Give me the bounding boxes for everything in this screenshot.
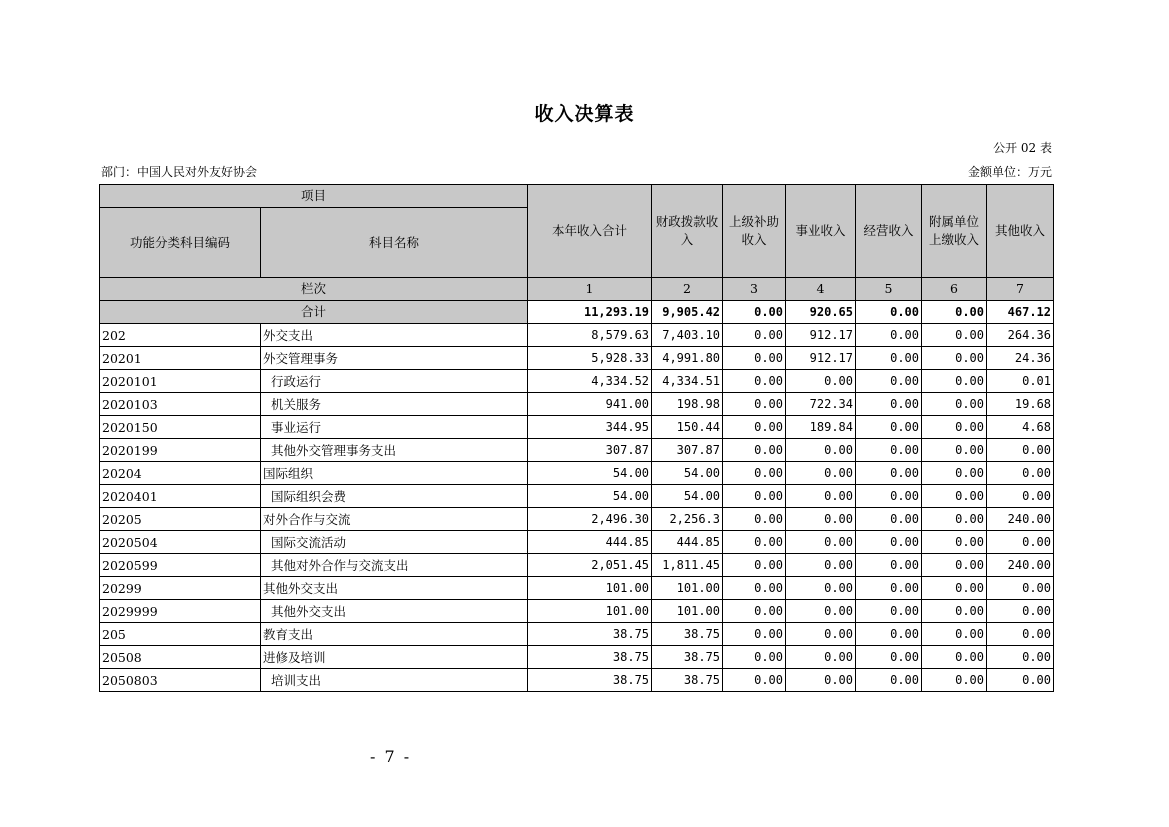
row-value: 38.75	[528, 623, 652, 646]
row-value: 54.00	[652, 462, 723, 485]
page-title: 收入决算表	[534, 103, 635, 125]
col-number: 2	[652, 278, 723, 301]
row-value: 4.68	[987, 416, 1054, 439]
row-value: 0.00	[856, 646, 922, 669]
row-value: 0.00	[723, 462, 786, 485]
row-value: 1,811.45	[652, 554, 723, 577]
header-func-code: 功能分类科目编码	[100, 208, 261, 278]
row-value: 0.00	[856, 485, 922, 508]
header-business: 事业收入	[786, 185, 856, 278]
row-value: 38.75	[652, 646, 723, 669]
row-value: 0.00	[922, 577, 987, 600]
row-value: 0.00	[856, 462, 922, 485]
row-value: 0.00	[856, 324, 922, 347]
row-value: 344.95	[528, 416, 652, 439]
row-value: 0.00	[723, 439, 786, 462]
row-code: 2020101	[100, 370, 261, 393]
row-value: 38.75	[528, 646, 652, 669]
row-value: 38.75	[528, 669, 652, 692]
row-value: 444.85	[652, 531, 723, 554]
col-number: 3	[723, 278, 786, 301]
row-value: 0.00	[987, 462, 1054, 485]
row-value: 0.00	[723, 669, 786, 692]
row-subject-name: 其他外交管理事务支出	[261, 439, 528, 462]
row-code: 2020401	[100, 485, 261, 508]
row-value: 0.00	[723, 577, 786, 600]
row-value: 0.00	[786, 439, 856, 462]
total-value: 920.65	[786, 301, 856, 324]
row-value: 0.00	[723, 324, 786, 347]
row-value: 0.00	[856, 347, 922, 370]
header-fiscal: 财政拨款收入	[652, 185, 723, 278]
row-value: 189.84	[786, 416, 856, 439]
row-value: 54.00	[528, 462, 652, 485]
row-value: 0.00	[987, 531, 1054, 554]
row-code: 20201	[100, 347, 261, 370]
row-code: 20204	[100, 462, 261, 485]
col-number: 6	[922, 278, 987, 301]
row-value: 101.00	[528, 600, 652, 623]
header-other: 其他收入	[987, 185, 1054, 278]
row-value: 0.01	[987, 370, 1054, 393]
row-value: 8,579.63	[528, 324, 652, 347]
department-label: 部门：中国人民对外友好协会	[101, 165, 258, 179]
col-number: 5	[856, 278, 922, 301]
table-row	[100, 324, 1054, 347]
row-value: 7,403.10	[652, 324, 723, 347]
row-value: 0.00	[786, 462, 856, 485]
row-value: 0.00	[856, 508, 922, 531]
row-value: 0.00	[922, 531, 987, 554]
row-value: 0.00	[922, 508, 987, 531]
row-subject-name: 进修及培训	[261, 646, 528, 669]
row-value: 0.00	[723, 370, 786, 393]
row-value: 307.87	[652, 439, 723, 462]
header-operating: 经营收入	[856, 185, 922, 278]
row-value: 0.00	[856, 554, 922, 577]
row-subject-name: 国际交流活动	[261, 531, 528, 554]
row-value: 2,256.3	[652, 508, 723, 531]
header-total-income: 本年收入合计	[528, 185, 652, 278]
row-value: 722.34	[786, 393, 856, 416]
row-subject-name: 其他对外合作与交流支出	[261, 554, 528, 577]
row-value: 0.00	[987, 600, 1054, 623]
row-subject-name: 培训支出	[261, 669, 528, 692]
table-row	[100, 439, 1054, 462]
table-row	[100, 485, 1054, 508]
row-value: 0.00	[987, 646, 1054, 669]
row-value: 912.17	[786, 347, 856, 370]
row-subject-name: 机关服务	[261, 393, 528, 416]
header-affiliated: 附属单位上缴收入	[922, 185, 987, 278]
row-value: 101.00	[652, 577, 723, 600]
row-code: 20205	[100, 508, 261, 531]
row-value: 0.00	[856, 669, 922, 692]
row-value: 0.00	[856, 577, 922, 600]
row-value: 0.00	[786, 600, 856, 623]
row-code: 20508	[100, 646, 261, 669]
table-row	[100, 577, 1054, 600]
row-subject-name: 国际组织	[261, 462, 528, 485]
row-value: 0.00	[922, 416, 987, 439]
table-row	[100, 600, 1054, 623]
row-value: 0.00	[922, 324, 987, 347]
row-value: 0.00	[723, 600, 786, 623]
row-value: 240.00	[987, 554, 1054, 577]
row-value: 0.00	[723, 554, 786, 577]
row-code: 2020103	[100, 393, 261, 416]
row-value: 0.00	[922, 485, 987, 508]
row-value: 54.00	[652, 485, 723, 508]
total-value: 11,293.19	[528, 301, 652, 324]
row-value: 0.00	[922, 623, 987, 646]
row-value: 0.00	[786, 577, 856, 600]
total-value: 0.00	[723, 301, 786, 324]
row-code: 2020150	[100, 416, 261, 439]
row-value: 0.00	[922, 600, 987, 623]
row-value: 4,991.80	[652, 347, 723, 370]
total-value: 0.00	[922, 301, 987, 324]
row-subject-name: 教育支出	[261, 623, 528, 646]
row-value: 0.00	[856, 393, 922, 416]
table-row	[100, 623, 1054, 646]
form-code: 公开 02 表	[993, 141, 1052, 155]
header-subject-name: 科目名称	[261, 208, 528, 278]
row-value: 0.00	[723, 416, 786, 439]
unit-label: 金额单位：万元	[967, 165, 1052, 179]
row-value: 4,334.51	[652, 370, 723, 393]
row-code: 205	[100, 623, 261, 646]
row-value: 24.36	[987, 347, 1054, 370]
row-value: 4,334.52	[528, 370, 652, 393]
row-code: 2029999	[100, 600, 261, 623]
total-value: 467.12	[987, 301, 1054, 324]
row-subject-name: 对外合作与交流	[261, 508, 528, 531]
col-number: 7	[987, 278, 1054, 301]
row-subject-name: 国际组织会费	[261, 485, 528, 508]
page-number: - 7 -	[370, 747, 412, 766]
row-value: 0.00	[723, 623, 786, 646]
row-value: 0.00	[856, 439, 922, 462]
row-code: 2020599	[100, 554, 261, 577]
total-value: 9,905.42	[652, 301, 723, 324]
row-value: 0.00	[987, 439, 1054, 462]
row-value: 0.00	[987, 669, 1054, 692]
table-row	[100, 554, 1054, 577]
row-subject-name: 行政运行	[261, 370, 528, 393]
row-value: 19.68	[987, 393, 1054, 416]
row-value: 0.00	[786, 370, 856, 393]
row-value: 0.00	[786, 508, 856, 531]
row-code: 2020199	[100, 439, 261, 462]
row-value: 101.00	[652, 600, 723, 623]
row-value: 912.17	[786, 324, 856, 347]
row-value: 0.00	[987, 577, 1054, 600]
table-row	[100, 462, 1054, 485]
row-value: 54.00	[528, 485, 652, 508]
row-value: 0.00	[922, 370, 987, 393]
row-value: 0.00	[922, 347, 987, 370]
row-value: 240.00	[987, 508, 1054, 531]
header-column-no: 栏次	[100, 278, 528, 301]
row-value: 0.00	[723, 531, 786, 554]
row-value: 0.00	[786, 554, 856, 577]
row-subject-name: 外交管理事务	[261, 347, 528, 370]
table-row	[100, 416, 1054, 439]
row-code: 202	[100, 324, 261, 347]
row-value: 0.00	[723, 485, 786, 508]
row-value: 0.00	[922, 393, 987, 416]
total-label: 合计	[100, 301, 528, 324]
table-row	[100, 646, 1054, 669]
row-value: 150.44	[652, 416, 723, 439]
row-value: 941.00	[528, 393, 652, 416]
row-code: 20299	[100, 577, 261, 600]
table-row	[100, 531, 1054, 554]
row-value: 0.00	[856, 600, 922, 623]
row-value: 2,051.45	[528, 554, 652, 577]
row-value: 0.00	[922, 462, 987, 485]
row-value: 0.00	[786, 623, 856, 646]
row-value: 444.85	[528, 531, 652, 554]
row-value: 0.00	[786, 485, 856, 508]
row-value: 5,928.33	[528, 347, 652, 370]
col-number: 1	[528, 278, 652, 301]
row-value: 0.00	[723, 347, 786, 370]
row-value: 0.00	[786, 531, 856, 554]
col-number: 4	[786, 278, 856, 301]
row-code: 2020504	[100, 531, 261, 554]
row-value: 0.00	[922, 669, 987, 692]
table-row	[100, 508, 1054, 531]
row-value: 0.00	[922, 646, 987, 669]
row-subject-name: 其他外交支出	[261, 577, 528, 600]
total-value: 0.00	[856, 301, 922, 324]
table-row	[100, 669, 1054, 692]
row-subject-name: 其他外交支出	[261, 600, 528, 623]
table-row	[100, 393, 1054, 416]
row-subject-name: 外交支出	[261, 324, 528, 347]
row-value: 0.00	[786, 646, 856, 669]
row-value: 2,496.30	[528, 508, 652, 531]
row-value: 0.00	[987, 623, 1054, 646]
row-value: 198.98	[652, 393, 723, 416]
row-value: 0.00	[723, 646, 786, 669]
row-value: 0.00	[856, 416, 922, 439]
row-value: 0.00	[987, 485, 1054, 508]
row-value: 0.00	[723, 393, 786, 416]
header-superior: 上级补助收入	[723, 185, 786, 278]
row-value: 0.00	[922, 439, 987, 462]
header-project: 项目	[100, 185, 528, 208]
row-value: 0.00	[856, 623, 922, 646]
row-subject-name: 事业运行	[261, 416, 528, 439]
row-value: 101.00	[528, 577, 652, 600]
row-value: 38.75	[652, 669, 723, 692]
total-row	[100, 301, 1054, 324]
income-table	[99, 184, 1054, 692]
row-value: 307.87	[528, 439, 652, 462]
table-row	[100, 370, 1054, 393]
row-value: 0.00	[922, 554, 987, 577]
row-code: 2050803	[100, 669, 261, 692]
row-value: 38.75	[652, 623, 723, 646]
row-value: 0.00	[786, 669, 856, 692]
row-value: 0.00	[856, 531, 922, 554]
row-value: 0.00	[723, 508, 786, 531]
row-value: 264.36	[987, 324, 1054, 347]
row-value: 0.00	[856, 370, 922, 393]
table-row	[100, 347, 1054, 370]
